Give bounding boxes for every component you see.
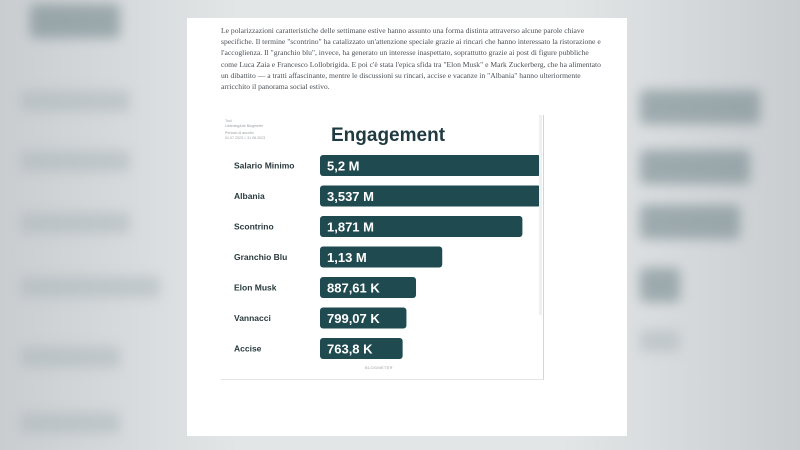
background-blur-bar [20, 150, 130, 172]
data-label: 5,2 M [327, 158, 360, 174]
background-blur-bar [640, 205, 740, 239]
category-label: Granchio Blu [234, 252, 288, 262]
category-label: Vannacci [234, 313, 271, 323]
meta-period-range: 01.07.2023 > 31.08.2023 [225, 135, 266, 140]
background-blur-bar [20, 90, 130, 112]
category-label: Salario Minimo [234, 160, 295, 171]
background-blur-bar [30, 4, 120, 38]
background-blur-bar [640, 150, 750, 184]
category-label: Accise [234, 343, 262, 354]
background-blur-bar [640, 90, 760, 124]
data-label: 3,537 M [327, 189, 374, 204]
article-text [221, 25, 601, 92]
background-blur-bar [20, 346, 120, 368]
background-blur-bar [640, 268, 680, 302]
data-label: 1,13 M [327, 250, 367, 265]
background-blur-bar [20, 412, 120, 434]
category-label: Elon Musk [234, 282, 277, 293]
category-label: Scontrino [234, 221, 274, 232]
meta-tool: Tool [225, 119, 232, 123]
engagement-figure [221, 115, 544, 380]
background-blur-bar [20, 212, 130, 234]
data-label: 1,871 M [327, 219, 374, 235]
chart-source: BLOGMETER [365, 365, 393, 370]
bar-chart [221, 115, 543, 379]
chart-title: Engagement [331, 125, 446, 146]
figure-scrollbar[interactable] [539, 115, 542, 315]
data-label: 887,61 K [327, 280, 380, 296]
data-label: 799,07 K [327, 311, 380, 326]
background-blur-bar [20, 276, 160, 298]
article-paragraph: Le polarizzazioni caratteristiche delle settimane estive hanno assunto una forma distinta attraverso alcune parole chiave specifiche. Il termine "scontrino" ha catalizzato un'attenzione speciale grazie ai rincari che hanno interessato la ristorazione e l'accoglienza. Il "granchio blu", invece, ha generato un interesse inaspettato, soprattutto grazie ai post di figure pubbliche come Luca Zaia e Francesco Lollobrigida. E poi c'è stata l'epica sfida tra "Elon Musk" e Mark Zuckerberg, che ha alimentato un dibattito — a tratti affascinante, mentre le discussioni su rincari, accise e vacanze in "Albania" hanno ulteriormente arricchito il panorama social estivo. [221, 26, 601, 92]
article-card [187, 18, 627, 436]
background-blur-bar [640, 330, 680, 352]
data-label: 763,8 K [327, 341, 373, 357]
meta-period-label: Periodo di ascolto [225, 131, 254, 136]
meta-provider: Listening&de Blogmeter [225, 123, 264, 128]
category-label: Albania [234, 191, 265, 201]
